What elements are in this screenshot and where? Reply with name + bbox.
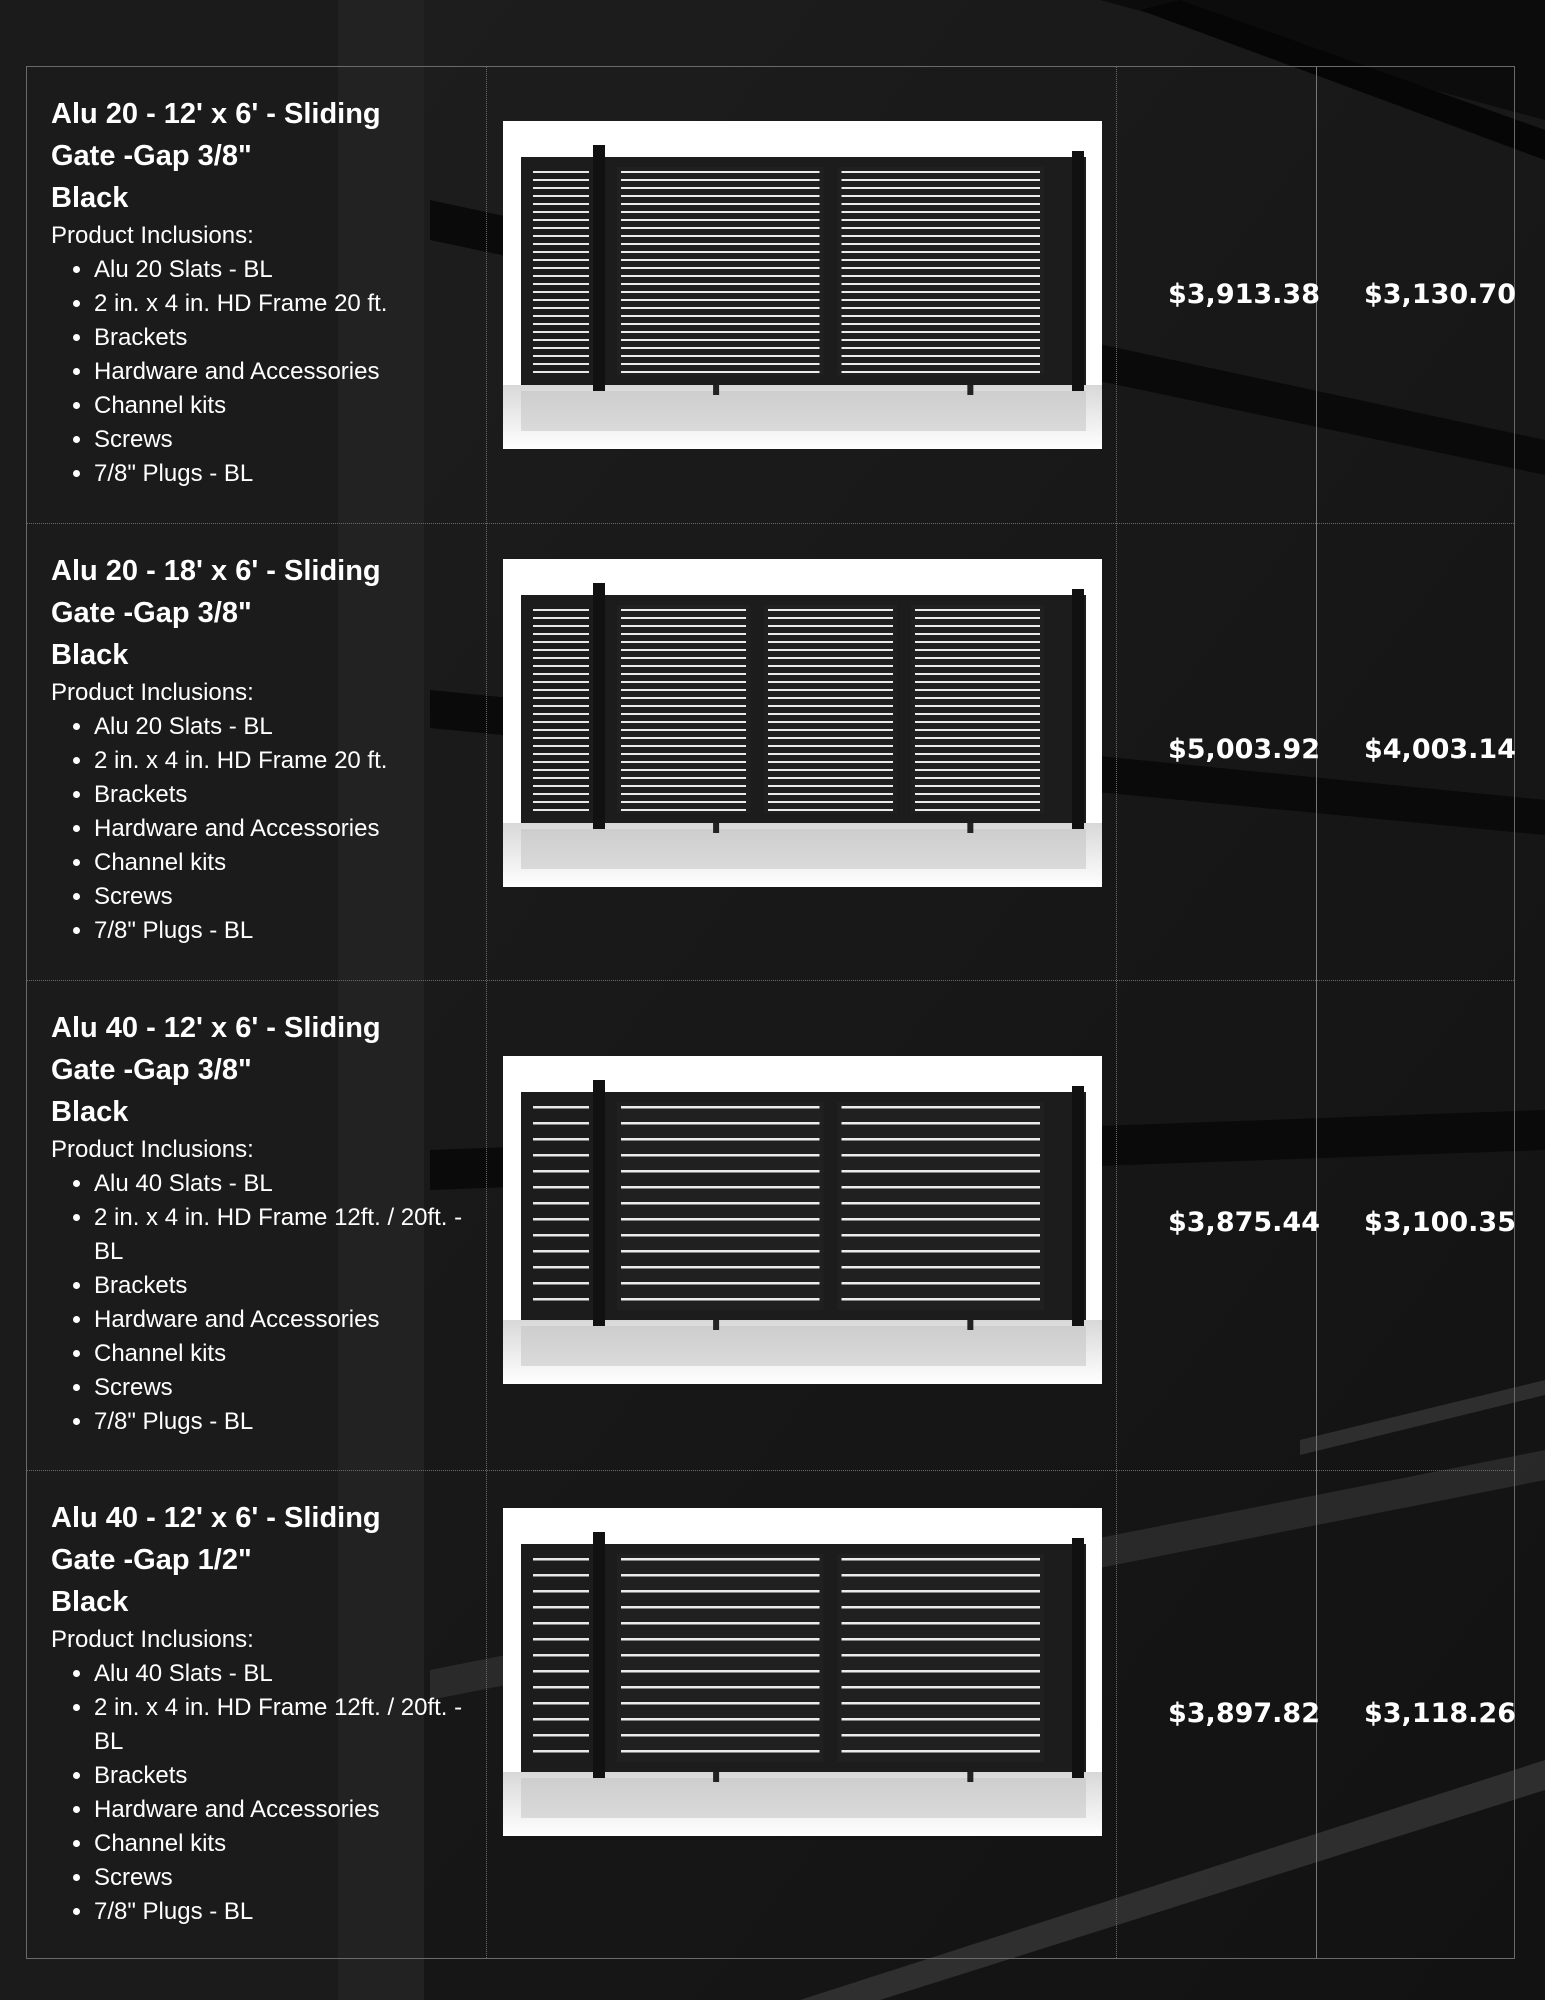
inclusion-item: • 2 in. x 4 in. HD Frame 20 ft. bbox=[94, 744, 471, 778]
product-description bbox=[51, 1007, 471, 1439]
inclusion-item: • Alu 40 Slats - BL bbox=[94, 1657, 471, 1691]
product-row bbox=[27, 67, 1517, 524]
product-title-line: Gate -Gap 1/2" bbox=[51, 1544, 252, 1576]
inclusion-item: • Screws bbox=[94, 1861, 471, 1895]
gate-illustration bbox=[503, 1508, 1102, 1836]
sale-price: $3,130.70 bbox=[1363, 279, 1517, 310]
gate-illustration bbox=[503, 1056, 1102, 1384]
product-color: Black bbox=[51, 1586, 129, 1618]
inclusion-item: • 7/8" Plugs - BL bbox=[94, 914, 471, 948]
inclusion-item: • Brackets bbox=[94, 1269, 471, 1303]
product-description bbox=[51, 1497, 471, 1929]
gate-illustration bbox=[503, 559, 1102, 887]
inclusion-item: • Channel kits bbox=[94, 846, 471, 880]
inclusions-list bbox=[51, 253, 471, 491]
product-row bbox=[27, 981, 1517, 1471]
product-price-table bbox=[26, 66, 1515, 1959]
inclusions-label: Product Inclusions: bbox=[51, 222, 254, 249]
inclusion-item: • Brackets bbox=[94, 321, 471, 355]
product-color: Black bbox=[51, 1096, 129, 1128]
inclusion-item: • Hardware and Accessories bbox=[94, 355, 471, 389]
inclusion-item: • Brackets bbox=[94, 1759, 471, 1793]
inclusions-list bbox=[51, 1657, 471, 1929]
product-title-line: Gate -Gap 3/8" bbox=[51, 140, 252, 172]
gate-image bbox=[503, 559, 1102, 887]
regular-price: $3,875.44 bbox=[1167, 1207, 1321, 1238]
product-row bbox=[27, 1471, 1517, 1960]
inclusion-item: • Hardware and Accessories bbox=[94, 1303, 471, 1337]
gate-illustration bbox=[503, 121, 1102, 449]
product-color: Black bbox=[51, 639, 129, 671]
inclusion-item: • Screws bbox=[94, 880, 471, 914]
product-title-line: Gate -Gap 3/8" bbox=[51, 1054, 252, 1086]
sale-price: $4,003.14 bbox=[1363, 734, 1517, 765]
gate-image bbox=[503, 1056, 1102, 1384]
inclusions-label: Product Inclusions: bbox=[51, 1626, 254, 1653]
product-title-line: Alu 40 - 12' x 6' - Sliding bbox=[51, 1012, 381, 1044]
inclusion-item: • Alu 20 Slats - BL bbox=[94, 710, 471, 744]
inclusion-item: • 2 in. x 4 in. HD Frame 12ft. / 20ft. - BL bbox=[94, 1691, 471, 1759]
inclusion-item: • Alu 20 Slats - BL bbox=[94, 253, 471, 287]
product-title-line: Alu 20 - 18' x 6' - Sliding bbox=[51, 555, 381, 587]
inclusion-item: • 7/8" Plugs - BL bbox=[94, 457, 471, 491]
product-description bbox=[51, 93, 471, 491]
inclusion-item: • 7/8" Plugs - BL bbox=[94, 1895, 471, 1929]
product-title bbox=[51, 1007, 471, 1133]
product-title-line: Alu 40 - 12' x 6' - Sliding bbox=[51, 1502, 381, 1534]
inclusions-label: Product Inclusions: bbox=[51, 679, 254, 706]
inclusion-item: • Hardware and Accessories bbox=[94, 1793, 471, 1827]
product-title-line: Alu 20 - 12' x 6' - Sliding bbox=[51, 98, 381, 130]
product-title bbox=[51, 1497, 471, 1623]
inclusion-item: • Brackets bbox=[94, 778, 471, 812]
inclusion-item: • 2 in. x 4 in. HD Frame 12ft. / 20ft. - BL bbox=[94, 1201, 471, 1269]
product-color: Black bbox=[51, 182, 129, 214]
inclusion-item: • Screws bbox=[94, 423, 471, 457]
regular-price: $3,897.82 bbox=[1167, 1698, 1321, 1729]
regular-price: $3,913.38 bbox=[1167, 279, 1321, 310]
gate-image bbox=[503, 121, 1102, 449]
inclusion-item: • 2 in. x 4 in. HD Frame 20 ft. bbox=[94, 287, 471, 321]
inclusion-item: • Channel kits bbox=[94, 1827, 471, 1861]
product-description bbox=[51, 550, 471, 948]
inclusion-item: • Channel kits bbox=[94, 1337, 471, 1371]
inclusion-item: • Channel kits bbox=[94, 389, 471, 423]
inclusion-item: • 7/8" Plugs - BL bbox=[94, 1405, 471, 1439]
sale-price: $3,118.26 bbox=[1363, 1698, 1517, 1729]
product-title bbox=[51, 93, 471, 219]
product-row bbox=[27, 524, 1517, 981]
regular-price: $5,003.92 bbox=[1167, 734, 1321, 765]
inclusion-item: • Alu 40 Slats - BL bbox=[94, 1167, 471, 1201]
inclusions-list bbox=[51, 710, 471, 948]
product-title-line: Gate -Gap 3/8" bbox=[51, 597, 252, 629]
inclusion-item: • Hardware and Accessories bbox=[94, 812, 471, 846]
product-title bbox=[51, 550, 471, 676]
sale-price: $3,100.35 bbox=[1363, 1207, 1517, 1238]
gate-image bbox=[503, 1508, 1102, 1836]
inclusion-item: • Screws bbox=[94, 1371, 471, 1405]
inclusions-list bbox=[51, 1167, 471, 1439]
inclusions-label: Product Inclusions: bbox=[51, 1136, 254, 1163]
